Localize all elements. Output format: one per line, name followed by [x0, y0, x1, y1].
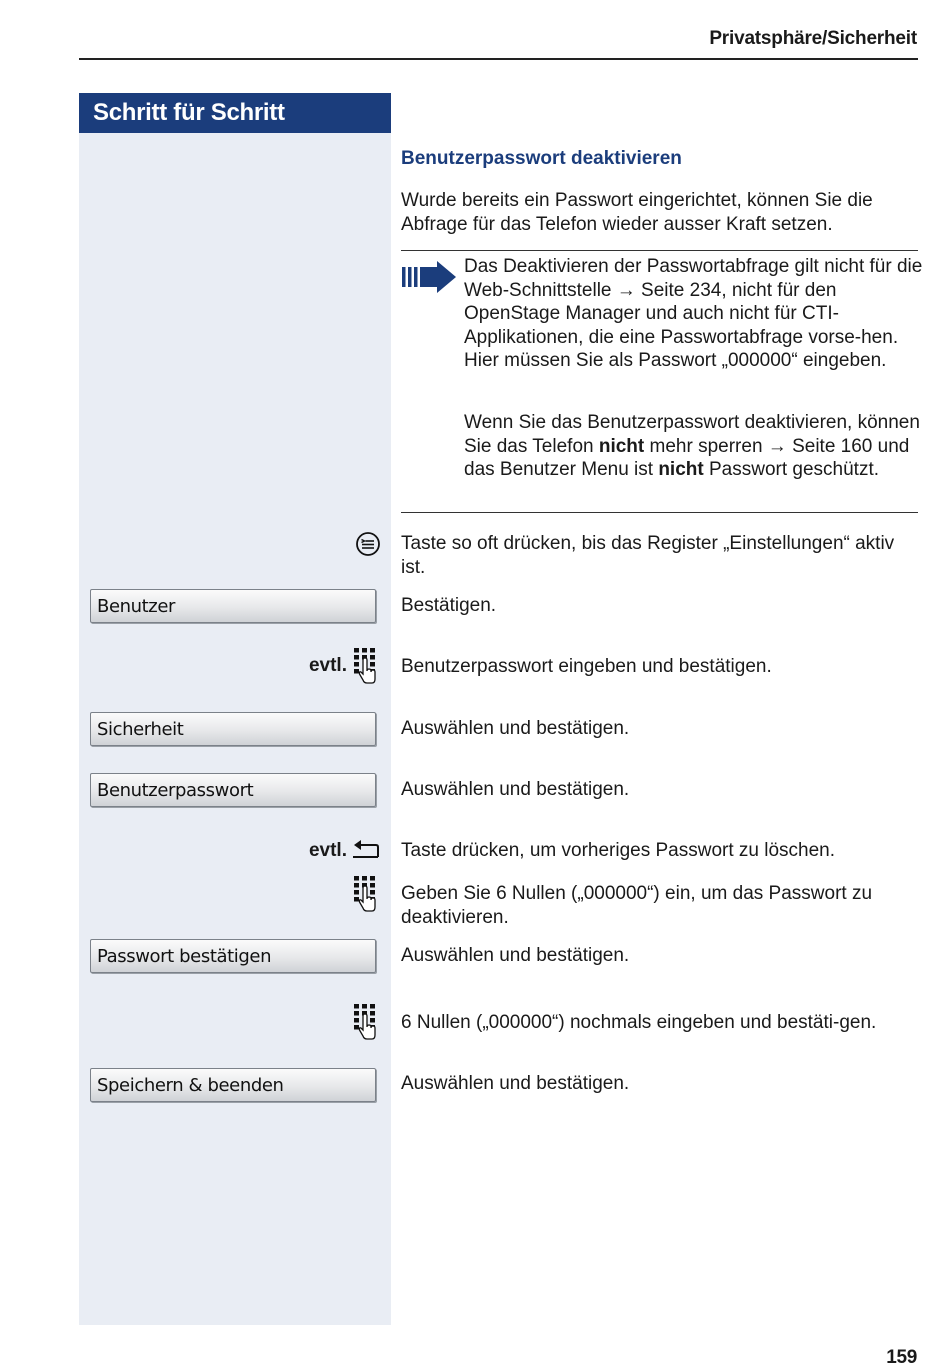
- note-p2-text-3: Passwort geschützt.: [703, 459, 880, 480]
- note-bottom-rule: [401, 512, 918, 513]
- keypad-icon: [352, 875, 380, 913]
- step-10-text: Auswählen und bestätigen.: [401, 1073, 630, 1094]
- step-by-step-panel: [79, 93, 391, 1325]
- header-rule: [79, 58, 918, 60]
- step-4-text: Auswählen und bestätigen.: [401, 718, 630, 739]
- softkey-benutzerpasswort[interactable]: Benutzerpasswort: [90, 773, 376, 807]
- note-p2-text-1: Wenn Sie das Benutzerpasswort deaktivieren, können Sie das Telefon: [464, 412, 920, 457]
- running-header: Privatsphäre/Sicherheit: [709, 28, 917, 49]
- backspace-icon: [352, 838, 380, 860]
- softkey-speichern-beenden[interactable]: Speichern & beenden: [90, 1068, 376, 1102]
- note-p2-text-2: mehr sperren → Seite 160 und das Benutzer Menu ist: [464, 435, 910, 480]
- step-5-text: Auswählen und bestätigen.: [401, 779, 630, 800]
- step-8-text: Auswählen und bestätigen.: [401, 945, 630, 966]
- step-6-text: Taste drücken, um vorheriges Passwort zu löschen.: [401, 840, 836, 861]
- intro-text: Wurde bereits ein Passwort eingerichtet, können Sie die Abfrage für das Telefon wieder ausser Kraft setzen.: [401, 190, 873, 235]
- softkey-benutzer[interactable]: Benutzer: [90, 589, 376, 623]
- note-paragraph-2: [464, 411, 924, 482]
- softkey-passwort-bestaetigen[interactable]: Passwort bestätigen: [90, 939, 376, 973]
- step-3-text: Benutzerpasswort eingeben und bestätigen.: [401, 656, 772, 677]
- note-arrow-icon: [401, 260, 459, 294]
- page-number: 159: [886, 1347, 917, 1368]
- menu-key-icon: [355, 531, 381, 557]
- note-p2-emphasis-2: nicht: [658, 459, 704, 480]
- optional-label: evtl.: [308, 840, 347, 861]
- step-7-text: Geben Sie 6 Nullen („000000“) ein, um das Passwort zu deaktivieren.: [401, 883, 873, 928]
- step-1-text: Taste so oft drücken, bis das Register „Einstellungen“ aktiv ist.: [401, 533, 895, 578]
- section-title: Benutzerpasswort deaktivieren: [401, 148, 682, 169]
- softkey-sicherheit[interactable]: Sicherheit: [90, 712, 376, 746]
- keypad-icon: [352, 1003, 380, 1041]
- note-paragraph-1: Das Deaktivieren der Passwortabfrage gilt nicht für die Web-Schnittstelle → Seite 234, nicht für den OpenStage Manager und auch nicht für CTI-Applikationen, die eine Passwortabfrage vorse-hen. Hier müssen Sie als Passwort „000000“ eingeben.: [464, 256, 923, 371]
- note-p2-emphasis-1: nicht: [598, 435, 645, 457]
- note-top-rule: [401, 250, 918, 251]
- optional-label: evtl.: [308, 655, 347, 676]
- step-2-text: Bestätigen.: [401, 595, 497, 616]
- keypad-icon: [352, 647, 380, 685]
- step-by-step-heading: Schritt für Schritt: [79, 93, 391, 133]
- step-9-text: 6 Nullen („000000“) nochmals eingeben und bestäti-gen.: [401, 1012, 877, 1033]
